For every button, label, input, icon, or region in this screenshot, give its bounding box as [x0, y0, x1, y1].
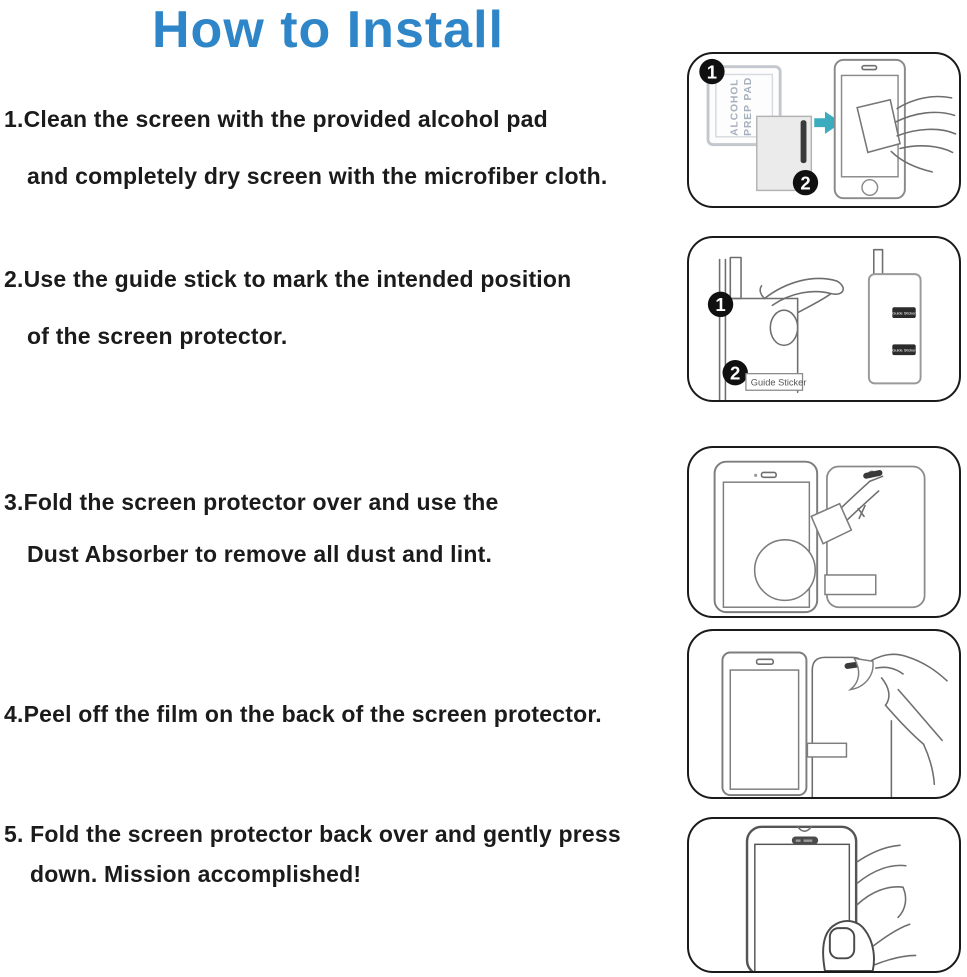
svg-text:Guide Sticker: Guide Sticker [892, 310, 916, 316]
alcohol-pad-label: ALCOHOL [729, 78, 741, 136]
illustration-press-down [689, 819, 959, 971]
step-5-line-1: 5. Fold the screen protector back over and gently press [4, 821, 621, 847]
thumb-press [823, 921, 874, 971]
thumb [770, 310, 797, 345]
step-3-line-2: Dust Absorber to remove all dust and lint. [27, 541, 493, 567]
guide-stick [730, 258, 741, 299]
svg-text:1: 1 [715, 294, 726, 316]
number-badge-1 [699, 59, 724, 84]
illustration-clean-screen [689, 54, 959, 206]
panel-guide-stick [687, 236, 961, 402]
illustration-dust-absorber [689, 448, 959, 616]
step-1-line-1: 1.Clean the screen with the provided alcohol pad [4, 106, 548, 132]
thumbnail [830, 928, 854, 958]
guide-sticker-tag-1 [892, 307, 916, 318]
phone-with-stickers [869, 250, 921, 384]
svg-text:2: 2 [730, 362, 741, 384]
screen-protector [807, 657, 891, 797]
page-title: How to Install [152, 1, 504, 59]
svg-text:2: 2 [800, 172, 811, 194]
step-2-line-2: of the screen protector. [27, 323, 288, 349]
guide-sticker-label [746, 374, 807, 391]
phone-icon [722, 652, 806, 795]
guide-stick-small [874, 250, 883, 277]
panel-dust-absorber [687, 446, 961, 618]
svg-text:Guide Sticker: Guide Sticker [750, 377, 807, 388]
alcohol-pad-label-2: PREP PAD [742, 76, 754, 136]
panel-clean-screen [687, 52, 961, 208]
number-badge-2 [793, 170, 818, 195]
illustration-guide-stick [689, 238, 959, 400]
folded-protector [825, 467, 925, 608]
step-2-line-1: 2.Use the guide stick to mark the intended position [4, 266, 572, 292]
svg-text:Guide Sticker: Guide Sticker [892, 347, 916, 353]
number-badge-2 [723, 360, 748, 385]
step-5-line-2: down. Mission accomplished! [30, 861, 362, 887]
pull-tab [825, 575, 876, 595]
panel-peel-film [687, 629, 961, 799]
step-3-line-1: 3.Fold the screen protector over and use the [4, 489, 499, 515]
step-4-line-1: 4.Peel off the film on the back of the screen protector. [4, 701, 602, 727]
step-1-line-2: and completely dry screen with the microfiber cloth. [27, 163, 608, 189]
panel-press-down [687, 817, 961, 973]
hand-icon [872, 654, 947, 784]
svg-text:1: 1 [706, 61, 718, 83]
illustration-peel-film [689, 631, 959, 797]
guide-sticker-tag-2 [892, 344, 916, 355]
hand-icon [760, 278, 843, 345]
number-badge-1 [708, 292, 733, 317]
pull-tab [807, 743, 846, 757]
